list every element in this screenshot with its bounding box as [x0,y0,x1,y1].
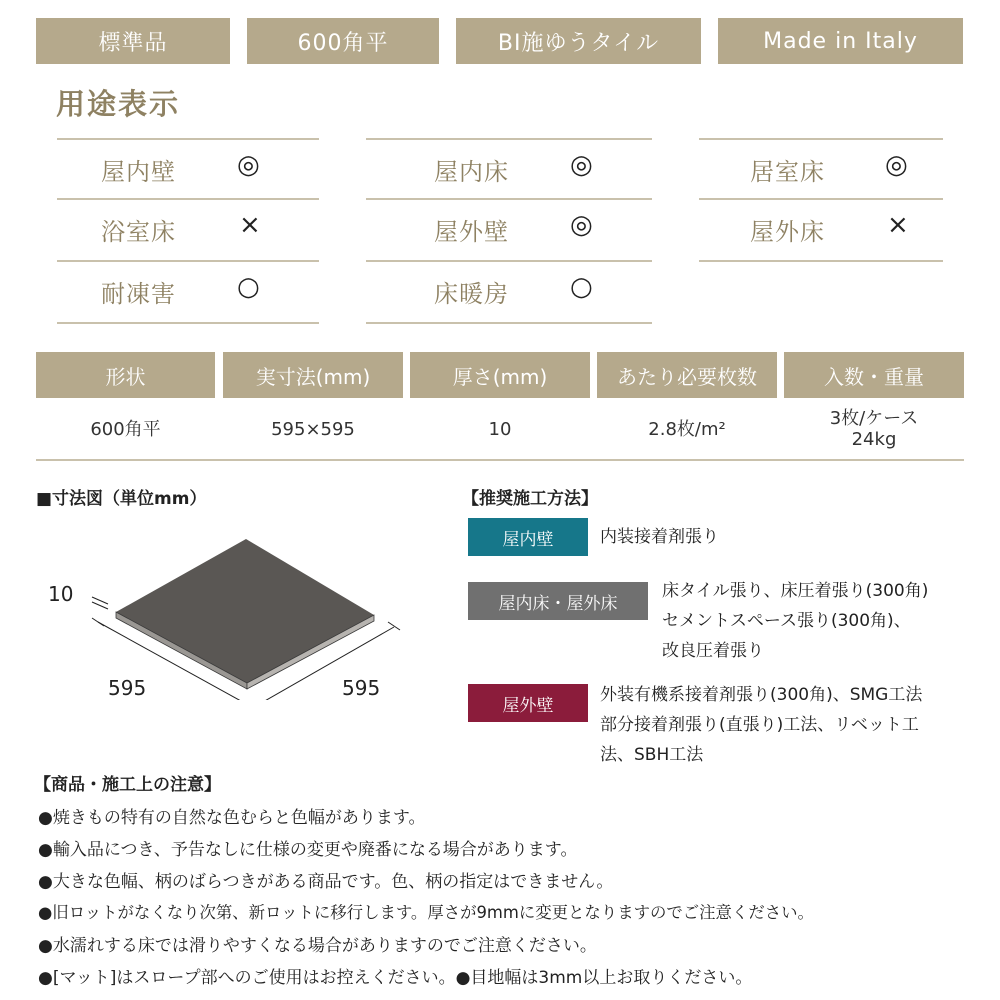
diagram-title: ■寸法図（単位mm） [36,489,207,509]
spec-packing-weight: 24kg [851,429,897,450]
spec-value-thickness: 10 [488,418,512,440]
method-text: 床タイル張り、床圧着張り(300角) セメントスペース張り(300角)、 改良圧着張り [662,581,929,661]
usage-label: 耐凍害 [101,280,176,308]
spec-header-shape: 形状 [36,352,215,398]
usage-mark: × [239,210,261,240]
usage-item [57,200,319,262]
usage-mark: × [887,210,909,240]
spec-header-thickness: 厚さ(mm) [410,352,590,398]
tag-glaze: BI施ゆうタイル [456,18,701,64]
depth-label: 595 [342,676,381,700]
notes-title: 【商品・施工上の注意】 [34,775,221,795]
usage-label: 浴室床 [101,218,176,246]
spec-header-packing: 入数・重量 [784,352,964,398]
spec-divider [36,459,964,461]
spec-value-count: 2.8枚/m² [648,418,726,440]
usage-item [699,200,943,262]
note-item: ●[マット]はスロープ部へのご使用はお控えください。●目地幅は3mm以上お取りください。 [38,968,753,988]
usage-label: 屋内床 [434,158,509,186]
method-badge-outdoor-wall: 屋外壁 [468,684,588,722]
method-text: 外装有機系接着剤張り(300角)、SMG工法 部分接着剤張り(直張り)工法、リベット工 法、SBH工法 [600,685,923,765]
spec-value-packing [784,404,964,456]
thickness-label: 10 [48,582,74,606]
usage-item [366,262,652,324]
usage-item [366,200,652,262]
usage-title: 用途表示 [56,87,181,121]
note-item: ●大きな色幅、柄のばらつきがある商品です。色、柄の指定はできません。 [38,872,614,892]
usage-label: 床暖房 [434,280,509,308]
usage-mark: ○ [570,272,593,302]
spec-header-count: あたり必要枚数 [597,352,777,398]
usage-item [366,138,652,200]
usage-item [699,138,943,200]
note-item: ●輸入品につき、予告なしに仕様の変更や廃番になる場合があります。 [38,840,578,860]
usage-label: 居室床 [750,158,825,186]
method-text: 内装接着剤張り [600,527,719,547]
usage-label: 屋外壁 [434,218,509,246]
usage-label: 屋内壁 [101,158,176,186]
tag-origin: Made in Italy [718,18,963,64]
spec-header-size: 実寸法(mm) [223,352,403,398]
spec-packing-count: 3枚/ケース [829,408,919,430]
tile-diagram [60,530,410,700]
usage-item [57,138,319,200]
note-item: ●焼きもの特有の自然な色むらと色幅があります。 [38,808,426,828]
usage-mark: ○ [237,272,260,302]
usage-mark: ◎ [237,150,260,180]
usage-mark: ◎ [885,150,908,180]
tile-top-face [116,539,374,683]
methods-title: 【推奨施工方法】 [462,489,598,509]
tag-standard: 標準品 [36,18,230,64]
method-badge-floor: 屋内床・屋外床 [468,582,648,620]
usage-item [57,262,319,324]
width-label: 595 [108,676,147,700]
usage-mark: ◎ [570,210,593,240]
usage-label: 屋外床 [750,218,825,246]
tag-size: 600角平 [247,18,439,64]
note-item: ●旧ロットがなくなり次第、新ロットに移行します。厚さが9mmに変更となりますのでご注意ください。 [38,903,814,922]
spec-value-shape: 600角平 [90,418,161,440]
usage-mark: ◎ [570,150,593,180]
method-badge-indoor-wall: 屋内壁 [468,518,588,556]
note-item: ●水濡れする床では滑りやすくなる場合がありますのでご注意ください。 [38,936,597,956]
spec-value-size: 595×595 [271,418,355,440]
